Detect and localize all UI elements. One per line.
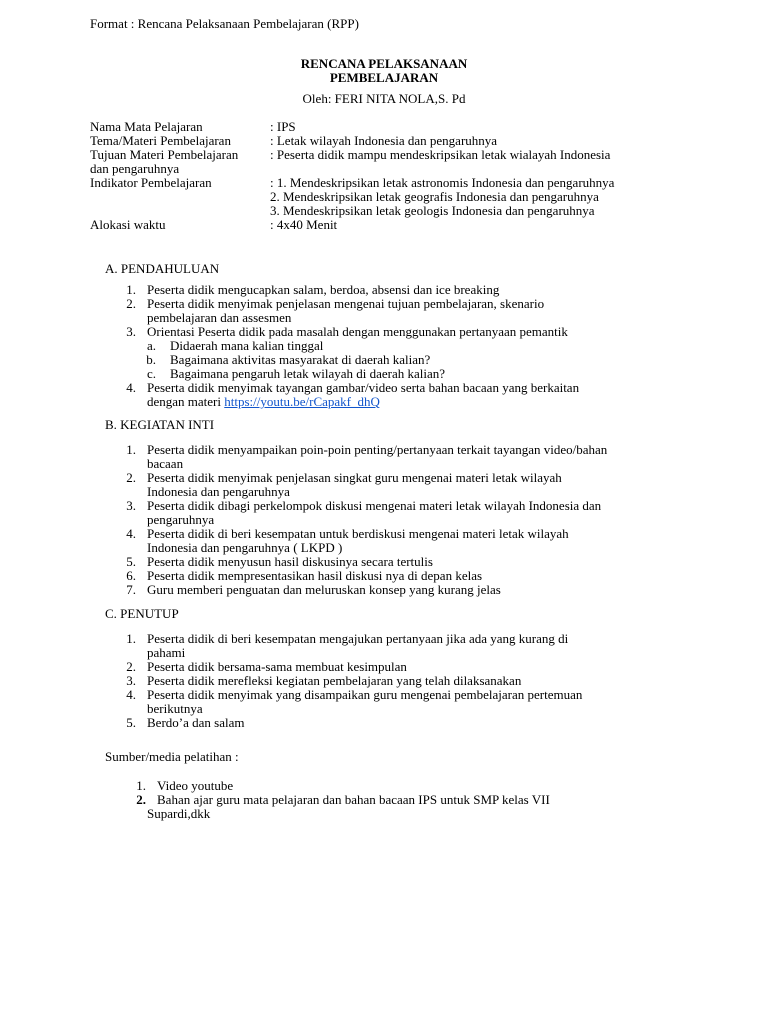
tema-label: Tema/Materi Pembelajaran (90, 133, 231, 148)
alokasi-value: : 4x40 Menit (270, 217, 338, 232)
youtube-link[interactable]: https://youtu.be/rCapakf_dhQ (224, 394, 380, 409)
sublist-item: Bagaimana pengaruh letak wilayah di daerah kalian? (170, 366, 446, 381)
list-item: Peserta didik mengucapkan salam, berdoa, absensi dan ice breaking (147, 282, 500, 297)
list-item: Peserta didik di beri kesempatan untuk berdiskusi mengenai materi letak wilayah (147, 526, 569, 541)
list-number: 1. (136, 778, 146, 793)
list-item: Peserta didik menyimak penjelasan singkat guru mengenai materi letak wilayah (147, 470, 562, 485)
mapel-label: Nama Mata Pelajaran (90, 119, 203, 134)
sublist-item: Didaerah mana kalian tinggal (170, 338, 324, 353)
list-item: Peserta didik dibagi perkelompok diskusi mengenai materi letak wilayah Indonesia dan (147, 498, 602, 513)
list-number: 5. (126, 715, 136, 730)
list-item: Peserta didik menyusun hasil diskusinya secara tertulis (147, 554, 433, 569)
list-item-continuation: Supardi,dkk (147, 806, 211, 821)
tujuan-label-2: dan pengaruhnya (90, 161, 180, 176)
section-heading-pendahuluan: A. PENDAHULUAN (105, 261, 220, 276)
list-number: 4. (126, 687, 136, 702)
sublist-letter: b. (146, 352, 156, 367)
list-number: 2. (126, 296, 136, 311)
list-number: 6. (126, 568, 136, 583)
sublist-letter: a. (146, 338, 156, 353)
mapel-value: : IPS (270, 119, 296, 134)
list-number: 4. (126, 526, 136, 541)
list-number: 1. (126, 442, 136, 457)
indikator-item-1: : 1. Mendeskripsikan letak astronomis Indonesia dan pengaruhnya (270, 175, 615, 190)
list-item-continuation: pembelajaran dan assesmen (147, 310, 292, 325)
list-item: Peserta didik mempresentasikan hasil diskusi nya di depan kelas (147, 568, 483, 583)
list-number: 2. (126, 659, 136, 674)
list-number: 3. (126, 324, 136, 339)
list-item: Peserta didik menyampaikan poin-poin penting/pertanyaan terkait tayangan video/bahan (147, 442, 608, 457)
indikator-item-2: 2. Mendeskripsikan letak geografis Indonesia dan pengaruhnya (270, 189, 599, 204)
list-number: 3. (126, 673, 136, 688)
document-title-line1: RENCANA PELAKSANAAN (300, 56, 468, 71)
list-item: Video youtube (157, 778, 234, 793)
list-number: 2. (136, 792, 146, 807)
sumber-heading: Sumber/media pelatihan : (105, 749, 239, 764)
list-item: Peserta didik bersama-sama membuat kesimpulan (147, 659, 407, 674)
document-title-line2: PEMBELAJARAN (329, 70, 439, 85)
list-number: 2. (126, 470, 136, 485)
list-item-text: dengan materi (147, 394, 225, 409)
list-item: Berdo’a dan salam (147, 715, 245, 730)
list-number: 3. (126, 498, 136, 513)
list-item: Guru memberi penguatan dan meluruskan konsep yang kurang jelas (147, 582, 501, 597)
list-item-continuation: berikutnya (147, 701, 203, 716)
list-item-continuation: bacaan (147, 456, 184, 471)
format-line: Format : Rencana Pelaksanaan Pembelajaran (RPP) (90, 16, 359, 31)
sublist-letter: c. (146, 366, 156, 381)
list-item-continuation: pengaruhnya (147, 512, 215, 527)
list-number: 1. (126, 631, 136, 646)
list-number: 4. (126, 380, 136, 395)
list-item: Peserta didik merefleksi kegiatan pembelajaran yang telah dilaksanakan (147, 673, 522, 688)
sublist-item: Bagaimana aktivitas masyarakat di daerah kalian? (170, 352, 431, 367)
list-item: Peserta didik menyimak tayangan gambar/video serta bahan bacaan yang berkaitan (147, 380, 580, 395)
list-item-continuation: Indonesia dan pengaruhnya ( LKPD ) (147, 540, 343, 555)
section-heading-kegiatan-inti: B. KEGIATAN INTI (105, 417, 215, 432)
list-item: Peserta didik menyimak penjelasan mengenai tujuan pembelajaran, skenario (147, 296, 545, 311)
list-item-continuation (147, 395, 380, 409)
list-item: Peserta didik menyimak yang disampaikan guru mengenai pembelajaran pertemuan (147, 687, 583, 702)
alokasi-label: Alokasi waktu (90, 217, 166, 232)
list-number: 1. (126, 282, 136, 297)
tujuan-value: : Peserta didik mampu mendeskripsikan letak wialayah Indonesia (270, 147, 611, 162)
section-heading-penutup: C. PENUTUP (105, 606, 179, 621)
list-item: Peserta didik di beri kesempatan mengajukan pertanyaan jika ada yang kurang di (147, 631, 569, 646)
author-line: Oleh: FERI NITA NOLA,S. Pd (302, 91, 466, 106)
list-item-continuation: pahami (147, 645, 186, 660)
indikator-label: Indikator Pembelajaran (90, 175, 212, 190)
list-item: Bahan ajar guru mata pelajaran dan bahan bacaan IPS untuk SMP kelas VII (157, 792, 550, 807)
list-number: 7. (126, 582, 136, 597)
indikator-item-3: 3. Mendeskripsikan letak geologis Indonesia dan pengaruhnya (270, 203, 595, 218)
list-item-continuation: Indonesia dan pengaruhnya (147, 484, 290, 499)
tema-value: : Letak wilayah Indonesia dan pengaruhnya (270, 133, 498, 148)
list-item: Orientasi Peserta didik pada masalah dengan menggunakan pertanyaan pemantik (147, 324, 568, 339)
tujuan-label-1: Tujuan Materi Pembelajaran (90, 147, 239, 162)
list-number: 5. (126, 554, 136, 569)
